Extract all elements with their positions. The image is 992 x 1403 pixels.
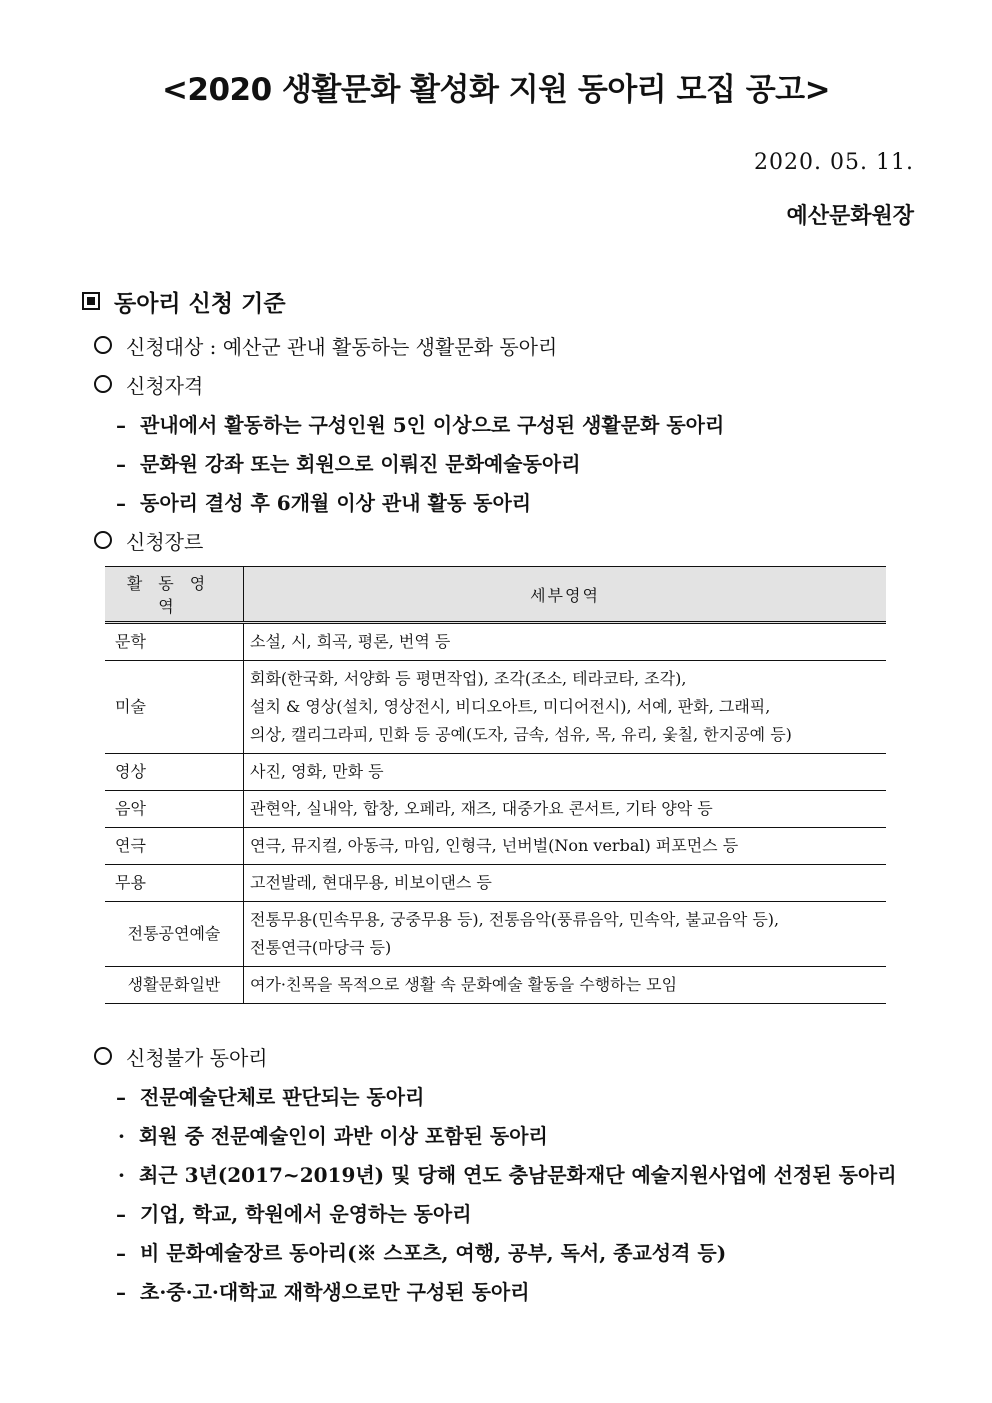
genre-item [94,526,203,555]
table-cell-detail: 전통무용(민속무용, 궁중무용 등), 전통음악(풍류음악, 민속악, 불교음악 등), 전통연극(마당극 등) [244,902,887,967]
qualification-line: – 문화원 강좌 또는 회원으로 이뤄진 문화예술동아리 [116,452,581,476]
notice-date: 2020. 05. 11. [754,150,914,175]
target-item [94,331,557,360]
section-heading [82,285,286,318]
table-header-cell: 세부영역 [244,567,887,623]
excluded-subline: · 최근 3년(2017~2019년) 및 당해 연도 충남문화재단 예술지원사업에 선정된 동아리 [118,1163,897,1187]
table-cell-detail: 관현악, 실내악, 합창, 오페라, 재즈, 대중가요 콘서트, 기타 양악 등 [244,791,887,828]
table-cell-category: 생활문화일반 [105,967,244,1004]
table-row [105,791,886,828]
excluded-line: – 전문예술단체로 판단되는 동아리 [116,1085,425,1109]
table-row [105,902,886,967]
square-bullet-icon [82,292,100,310]
table-cell-detail: 여가·친목을 목적으로 생활 속 문화예술 활동을 수행하는 모임 [244,967,887,1004]
table-row [105,661,886,754]
table-row [105,967,886,1004]
circle-bullet-icon [94,336,112,354]
genre-label: 신청장르 [126,530,204,554]
excluded-line: – 초·중·고·대학교 재학생으로만 구성된 동아리 [116,1280,530,1304]
table-header-cell: 활동영역 [105,567,244,623]
table-cell-detail: 사진, 영화, 만화 등 [244,754,887,791]
page-title: <2020 생활문화 활성화 지원 동아리 모집 공고> [161,72,831,108]
table-row [105,623,886,661]
excluded-item [94,1042,268,1071]
qualification-label: 신청자격 [126,374,204,398]
table-header-row [105,567,886,623]
section-heading-text: 동아리 신청 기준 [114,291,286,317]
table-cell-detail: 회화(한국화, 서양화 등 평면작업), 조각(조소, 테라코타, 조각), 설치 & 영상(설치, 영상전시, 비디오아트, 미디어전시), 서예, 판화, 그래픽, 의상, 캘리그라피, 민화 등 공예(도자, 금속, 섬유, 목, 유리, 옻칠, 한지공예 등) [244,661,887,754]
table-cell-category: 전통공연예술 [105,902,244,967]
excluded-line: – 기업, 학교, 학원에서 운영하는 동아리 [116,1202,472,1226]
circle-bullet-icon [94,1047,112,1065]
table-cell-category: 문학 [105,623,244,661]
qualification-line: – 동아리 결성 후 6개월 이상 관내 활동 동아리 [116,491,532,515]
table-cell-category: 음악 [105,791,244,828]
excluded-line: – 비 문화예술장르 동아리(※ 스포츠, 여행, 공부, 독서, 종교성격 등) [116,1241,727,1265]
table-cell-detail: 소설, 시, 희곡, 평론, 번역 등 [244,623,887,661]
qualification-item [94,370,203,399]
circle-bullet-icon [94,531,112,549]
table-row [105,865,886,902]
issuer-name: 예산문화원장 [786,203,914,229]
table-cell-category: 무용 [105,865,244,902]
genre-table [105,566,886,1004]
table-row [105,828,886,865]
table-cell-category: 영상 [105,754,244,791]
table-cell-detail: 고전발레, 현대무용, 비보이댄스 등 [244,865,887,902]
circle-bullet-icon [94,375,112,393]
excluded-label: 신청불가 동아리 [126,1046,268,1070]
excluded-subline: · 회원 중 전문예술인이 과반 이상 포함된 동아리 [118,1124,548,1148]
table-cell-category: 연극 [105,828,244,865]
table-cell-category: 미술 [105,661,244,754]
target-text: 신청대상 : 예산군 관내 활동하는 생활문화 동아리 [126,335,558,359]
table-row [105,754,886,791]
qualification-line: – 관내에서 활동하는 구성인원 5인 이상으로 구성된 생활문화 동아리 [116,413,725,437]
table-cell-detail: 연극, 뮤지컬, 아동극, 마임, 인형극, 넌버벌(Non verbal) 퍼포먼스 등 [244,828,887,865]
